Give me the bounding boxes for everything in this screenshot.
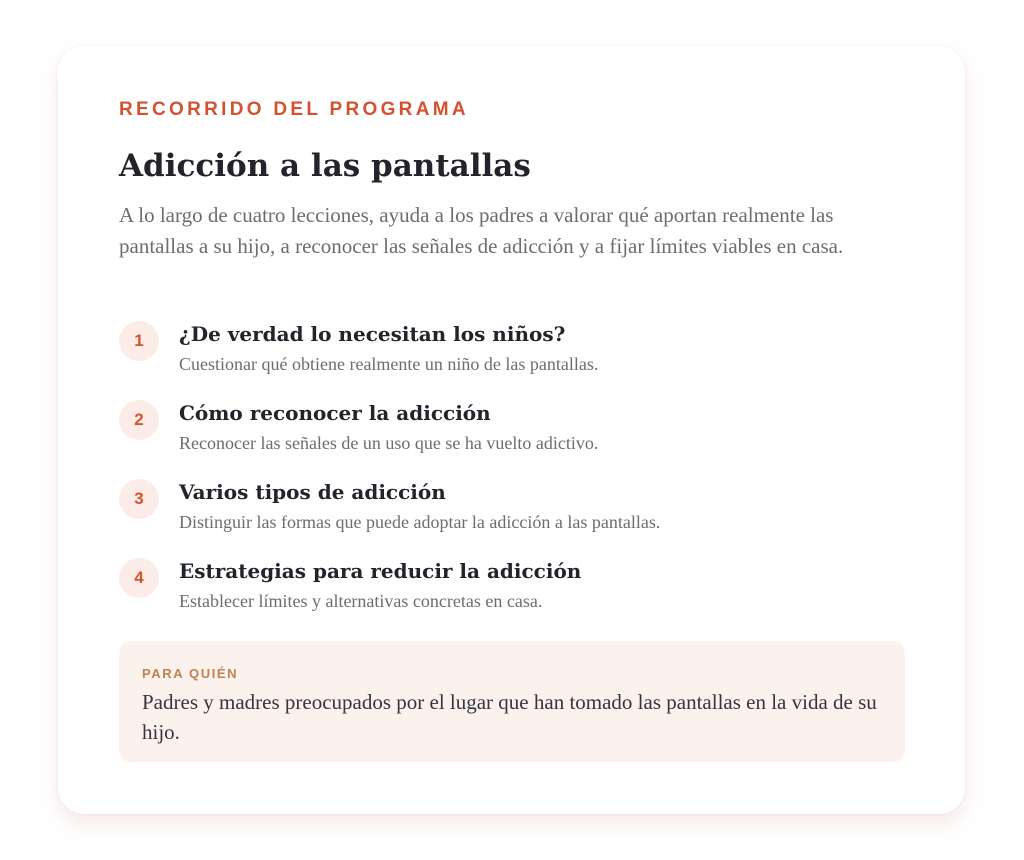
lesson-title: Cómo reconocer la adicción [179,401,491,425]
lesson-number-badge: 4 [119,558,159,598]
lesson-title: ¿De verdad lo necesitan los niños? [179,322,566,346]
lesson-description: Establecer límites y alternativas concretas en casa. [179,591,543,611]
program-intro: A lo largo de cuatro lecciones, ayuda a los padres a valorar qué aportan realmente las pantallas a su hijo, a reconocer las señales de adicción y a fijar límites viables en casa. [119,203,844,258]
audience-text: Padres y madres preocupados por el lugar que han tomado las pantallas en la vida de su hijo. [142,690,877,744]
lesson-title: Estrategias para reducir la adicción [179,559,582,583]
program-card [58,46,965,814]
lesson-description: Reconocer las señales de un uso que se ha vuelto adictivo. [179,433,599,453]
lesson-description: Distinguir las formas que puede adoptar la adicción a las pantallas. [179,512,661,532]
lesson-description: Cuestionar qué obtiene realmente un niño de las pantallas. [179,354,599,374]
program-title: Adicción a las pantallas [119,148,531,184]
lesson-number-badge: 3 [119,479,159,519]
audience-box [119,641,905,762]
audience-label: PARA QUIÉN [142,666,239,681]
lesson-number-badge: 1 [119,321,159,361]
lesson-title: Varios tipos de adicción [179,480,446,504]
program-eyebrow: RECORRIDO DEL PROGRAMA [119,99,469,120]
lesson-number-badge: 2 [119,400,159,440]
